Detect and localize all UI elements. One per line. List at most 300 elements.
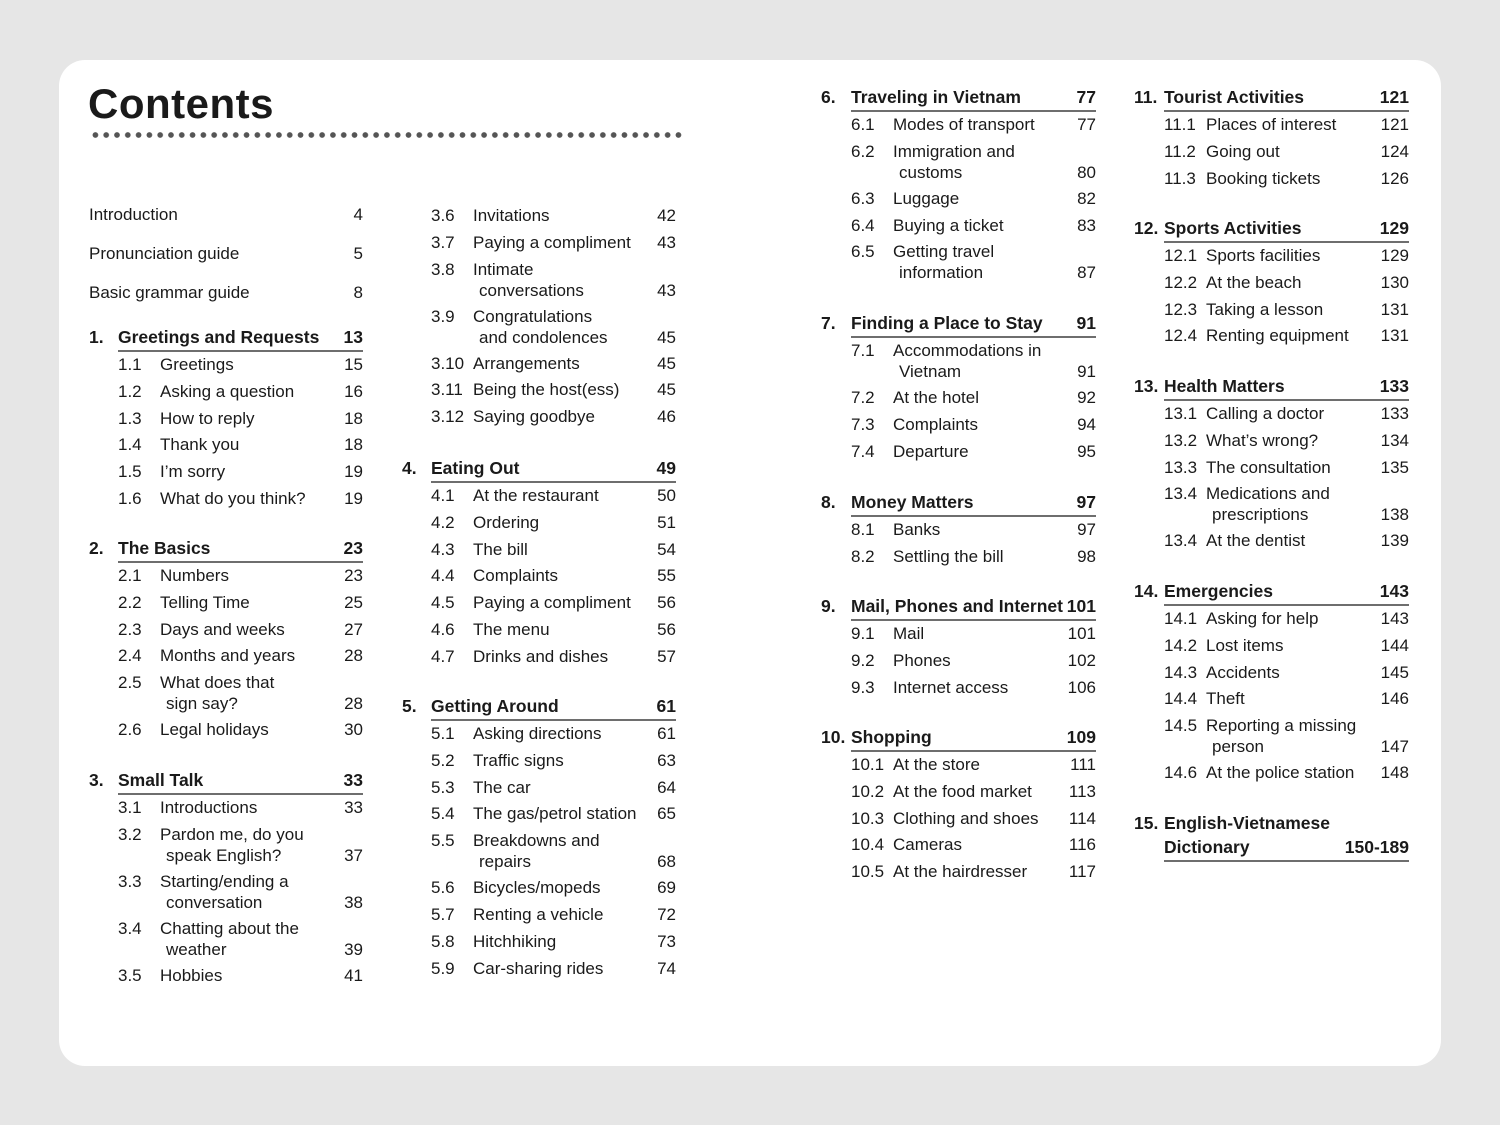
item-page: 55 [657,566,676,586]
toc-item[interactable] [851,546,1096,567]
section-number: 1. [89,327,104,347]
toc-item[interactable] [431,306,676,348]
item-title [160,672,274,714]
item-title [160,965,222,986]
toc-item[interactable] [851,808,1096,829]
toc-item[interactable] [1164,483,1409,525]
item-title-line1: Numbers [160,566,229,585]
toc-item[interactable] [431,877,676,898]
item-number: 2.6 [118,720,142,740]
item-page: 124 [1380,141,1409,161]
toc-item[interactable] [1164,530,1409,551]
item-title [893,650,951,671]
toc-item[interactable] [118,918,363,960]
item-number: 5.4 [431,804,455,824]
item-title-line1: Renting a vehicle [473,905,604,924]
item-title-line1: The gas/petrol station [473,804,637,824]
toc-item[interactable] [1164,635,1409,656]
toc-item[interactable] [118,592,363,613]
toc-section-3-header[interactable] [89,770,363,792]
item-title-line1: The bill [473,539,528,559]
item-title-line1: At the hairdresser [893,862,1028,882]
section-underline [851,619,1096,621]
toc-item[interactable] [118,619,363,640]
item-number: 3.4 [118,918,142,938]
item-page: 91 [1077,362,1096,381]
item-number: 13.1 [1164,404,1198,423]
item-number: 7.3 [851,414,875,434]
item-number: 11.3 [1164,168,1196,188]
toc-section-14-header[interactable] [1134,581,1409,603]
toc-item[interactable] [431,931,676,952]
section-page: 109 [1066,727,1096,747]
item-title-line2: repairs [479,852,531,872]
toc-item[interactable] [1164,715,1409,757]
section-number: 14. [1134,581,1159,601]
item-number: 4.3 [431,539,455,559]
item-title-line1: Paying a compliment [473,593,631,613]
item-title [893,215,1004,236]
item-number: 4.2 [431,512,455,532]
item-title [473,750,564,771]
item-number: 13.3 [1164,457,1198,477]
toc-item[interactable] [431,646,676,667]
section-number: 10. [821,727,846,747]
toc-item[interactable] [431,803,676,824]
item-page: 50 [657,486,676,505]
item-title [473,205,550,226]
item-number: 12.4 [1164,326,1198,346]
toc-item[interactable] [118,824,363,866]
front-matter-item[interactable] [89,283,363,303]
toc-item[interactable] [1164,662,1409,683]
section-page: 101 [1066,596,1096,616]
item-number: 6.3 [851,188,875,208]
item-number: 6.2 [851,141,875,161]
toc-section-4-header[interactable] [402,458,676,480]
toc-item[interactable] [1164,762,1409,783]
toc-item[interactable] [118,434,363,455]
section-number: 7. [821,313,836,333]
item-number: 12.2 [1164,272,1198,292]
item-title [160,719,269,740]
item-title-line1: Taking a lesson [1206,299,1324,319]
item-title-line1: What do you think? [160,489,306,508]
item-title-line1: I’m sorry [160,462,226,482]
toc-item[interactable] [851,441,1096,462]
toc-item[interactable] [118,645,363,666]
item-number: 10.5 [851,862,885,882]
toc-item[interactable] [431,353,676,374]
item-title-line1: Internet access [893,677,1009,697]
item-title [473,830,600,872]
item-number: 1.6 [118,489,142,508]
item-title-line1: Sports facilities [1206,246,1321,265]
toc-item[interactable] [431,904,676,925]
item-title-line1: Booking tickets [1206,168,1321,188]
item-title-line1: Car-sharing rides [473,958,604,978]
item-page: 117 [1068,862,1096,882]
item-number: 2.2 [118,592,142,612]
toc-item[interactable] [851,781,1096,802]
toc-item[interactable] [118,719,363,740]
item-page: 102 [1067,650,1096,670]
item-title-line1: Buying a ticket [893,215,1004,235]
item-title [160,461,225,482]
toc-item[interactable] [431,539,676,560]
toc-item[interactable] [431,958,676,979]
item-page: 43 [657,232,676,252]
item-title-line1: Saying goodbye [473,407,595,427]
item-page: 37 [344,845,363,865]
item-title [160,381,294,402]
toc-section-1-header[interactable] [89,327,363,349]
item-page: 45 [657,380,676,400]
item-page: 145 [1380,662,1409,682]
toc-item[interactable] [431,512,676,533]
item-page: 139 [1380,531,1409,551]
item-number: 3.7 [431,232,455,252]
item-title-line1: Settling the bill [893,546,1004,566]
item-page: 23 [344,566,363,585]
item-title-line1: Arrangements [473,353,580,373]
section-number: 2. [89,538,104,558]
item-page: 114 [1068,808,1096,828]
item-page: 56 [657,593,676,613]
item-page: 148 [1380,763,1409,783]
item-number: 9.1 [851,624,875,643]
item-number: 10.3 [851,808,885,828]
item-page: 138 [1380,505,1409,525]
item-page: 101 [1067,624,1096,643]
item-title [473,877,601,898]
item-title [473,592,631,613]
front-matter-page: 8 [353,283,363,302]
toc-item[interactable] [851,754,1096,775]
item-title-line1: Calling a doctor [1206,404,1325,423]
item-page: 54 [657,539,676,559]
item-page: 15 [344,355,363,374]
toc-section-13-header[interactable] [1134,376,1409,398]
toc-item[interactable] [431,830,676,872]
item-title-line1: Lost items [1206,635,1284,655]
item-title-line1: Paying a compliment [473,232,631,252]
toc-item[interactable] [851,215,1096,236]
item-page: 129 [1380,246,1409,265]
section-underline [1164,241,1409,243]
item-page: 46 [657,407,676,427]
toc-item[interactable] [1164,141,1409,162]
toc-item[interactable] [118,871,363,913]
toc-item[interactable] [1164,114,1409,135]
item-page: 64 [657,777,676,797]
toc-item[interactable] [1164,688,1409,709]
toc-section-9-header[interactable] [821,596,1096,618]
item-title [893,414,978,435]
item-page: 42 [657,206,676,225]
item-title-line1: Hobbies [160,965,223,985]
item-title [473,803,636,824]
item-number: 5.6 [431,878,455,898]
item-number: 14.2 [1164,635,1198,655]
item-number: 10.1 [851,755,885,774]
toc-item[interactable] [851,241,1096,283]
front-matter-title: Basic grammar guide [89,283,250,302]
toc-item[interactable] [1164,430,1409,451]
toc-section-5-header[interactable] [402,696,676,718]
section-title: Money Matters [851,492,974,512]
item-number: 6.5 [851,242,875,262]
toc-item[interactable] [1164,245,1409,266]
toc-section-8-header[interactable] [821,492,1096,514]
item-title-line1: Thank you [160,435,240,455]
toc-item[interactable] [851,340,1096,382]
item-title-line2: conversations [479,280,584,300]
item-number: 14.1 [1164,609,1198,628]
section-page: 133 [1379,376,1409,396]
toc-item[interactable] [431,259,676,301]
item-title-line2: customs [899,162,963,182]
item-number: 3.2 [118,824,142,844]
item-title-line2: conversation [166,892,263,912]
toc-item[interactable] [431,565,676,586]
toc-item[interactable] [851,114,1096,135]
item-title [893,141,1015,183]
toc-item[interactable] [851,387,1096,408]
item-number: 12.3 [1164,299,1198,319]
item-title [473,565,558,586]
item-title [893,114,1035,135]
item-title-line1: Starting/ending a [160,871,289,891]
item-title [1206,688,1245,709]
toc-item[interactable] [118,672,363,714]
item-number: 4.5 [431,593,455,613]
toc-item[interactable] [118,381,363,402]
toc-item[interactable] [1164,299,1409,320]
section-page: 97 [1076,492,1096,512]
item-page: 27 [344,619,363,639]
section-page: 49 [656,458,676,478]
section-underline [1164,110,1409,112]
item-title-line2: speak English? [166,845,282,865]
section-number: 11. [1134,87,1158,107]
front-matter-page: 4 [353,205,363,224]
item-page: 63 [657,750,676,770]
item-title-line1: Bicycles/mopeds [473,878,601,898]
item-title-line1: Legal holidays [160,720,269,740]
section-title-line2: Dictionary [1164,837,1250,857]
item-page: 143 [1380,609,1409,628]
section-number: 4. [402,458,417,478]
item-number: 1.2 [118,381,142,401]
item-page: 116 [1068,835,1096,855]
toc-item[interactable] [851,834,1096,855]
toc-item[interactable] [431,232,676,253]
item-title-line1: Intimate [473,259,534,279]
item-title-line1: Invitations [473,206,550,225]
item-title [160,434,239,455]
item-number: 5.5 [431,831,455,851]
toc-item[interactable] [118,488,363,509]
toc-item[interactable] [851,188,1096,209]
item-title [893,441,969,462]
toc-section-15-dictionary[interactable] [1134,813,1409,861]
toc-item[interactable] [1164,168,1409,189]
section-page: 150-189 [1344,837,1409,857]
item-title-line1: Complaints [473,566,559,586]
item-title [160,565,229,586]
item-page: 74 [657,958,676,978]
section-underline [851,110,1096,112]
item-page: 28 [344,646,363,666]
section-title: Greetings and Requests [118,327,320,347]
toc-item[interactable] [431,723,676,744]
item-page: 61 [657,724,676,743]
item-title-line1: Being the host(ess) [473,380,620,400]
toc-item[interactable] [1164,457,1409,478]
toc-item[interactable] [431,205,676,226]
item-number: 9.2 [851,650,875,670]
toc-item[interactable] [851,623,1096,644]
item-title [473,379,619,400]
toc-item[interactable] [431,777,676,798]
item-title-line1: Departure [893,441,969,461]
item-title-line1: The car [473,777,531,797]
toc-item[interactable] [431,379,676,400]
item-title [893,834,962,855]
item-title-line1: Luggage [893,188,960,208]
toc-item[interactable] [851,677,1096,698]
toc-section-12-header[interactable] [1134,218,1409,240]
item-title [160,824,304,866]
item-title-line1: At the beach [1206,272,1302,292]
item-title-line2: person [1212,737,1264,757]
item-page: 57 [657,646,676,666]
item-number: 3.5 [118,965,142,985]
item-page: 45 [657,353,676,373]
item-page: 56 [657,620,676,639]
item-title [1206,114,1336,135]
section-page: 33 [343,770,363,790]
item-page: 106 [1067,677,1096,697]
toc-item[interactable] [431,406,676,427]
item-page: 72 [657,905,676,924]
item-title [473,904,603,925]
item-title [1206,608,1318,629]
item-title-line1: The menu [473,620,550,639]
item-title [473,539,528,560]
item-title [1206,141,1280,162]
item-page: 43 [657,280,676,300]
toc-section-7-header[interactable] [821,313,1096,335]
item-title [1206,430,1318,451]
section-underline [431,719,676,721]
item-number: 6.1 [851,115,875,134]
toc-section-2-header[interactable] [89,538,363,560]
toc-item[interactable] [118,354,363,375]
item-number: 4.4 [431,566,455,586]
item-title-line1: Congratulations [473,306,593,326]
toc-item[interactable] [851,861,1096,882]
toc-item[interactable] [851,414,1096,435]
toc-item[interactable] [431,592,676,613]
item-title-line1: Chatting about the [160,918,299,938]
toc-item[interactable] [1164,325,1409,346]
toc-item[interactable] [431,485,676,506]
toc-item[interactable] [1164,272,1409,293]
item-number: 2.4 [118,646,142,666]
item-title-line1: Phones [893,650,951,670]
toc-item[interactable] [851,519,1096,540]
toc-section-10-header[interactable] [821,727,1096,749]
front-matter-item[interactable] [89,244,363,264]
item-title-line1: Renting equipment [1206,326,1349,346]
toc-item[interactable] [118,797,363,818]
section-title: Finding a Place to Stay [851,313,1043,333]
item-title [473,646,608,667]
item-page: 51 [657,512,676,532]
toc-item[interactable] [431,619,676,640]
toc-item[interactable] [431,750,676,771]
item-title [1206,635,1283,656]
section-underline [431,481,676,483]
item-title [473,485,599,506]
item-number: 8.2 [851,546,875,566]
toc-item[interactable] [118,565,363,586]
item-page: 135 [1380,457,1409,477]
toc-item[interactable] [1164,403,1409,424]
item-title-line1: Introductions [160,798,258,817]
item-title [893,623,924,644]
item-title-line2: prescriptions [1212,505,1309,525]
front-matter-item[interactable] [89,205,363,225]
item-number: 1.4 [118,435,142,455]
item-page: 133 [1380,404,1409,423]
front-matter-title: Pronunciation guide [89,244,240,263]
item-page: 82 [1077,188,1096,208]
item-title [1206,403,1324,424]
section-underline [118,561,363,563]
item-page: 73 [657,931,676,951]
section-number: 3. [89,770,104,790]
section-underline [1164,860,1409,862]
item-number: 3.3 [118,871,142,891]
item-title [473,512,539,533]
toc-section-11-header[interactable] [1134,87,1409,109]
item-page: 45 [657,327,676,347]
toc-item[interactable] [118,461,363,482]
item-number: 3.6 [431,206,455,225]
item-title [1206,762,1354,783]
item-number: 9.3 [851,677,875,697]
toc-item[interactable] [118,408,363,429]
toc-item[interactable] [1164,608,1409,629]
item-number: 14.3 [1164,662,1198,682]
toc-section-6-header[interactable] [821,87,1096,109]
toc-item[interactable] [851,141,1096,183]
item-title-line1: Getting travel [893,242,995,262]
item-page: 18 [344,408,363,428]
toc-item[interactable] [118,965,363,986]
item-title [473,931,556,952]
section-page: 129 [1379,218,1409,238]
item-title [473,259,584,301]
toc-item[interactable] [851,650,1096,671]
item-title-line1: Asking a question [160,381,295,401]
item-number: 5.7 [431,905,455,924]
section-title: Emergencies [1164,581,1273,601]
item-page: 144 [1380,635,1409,655]
